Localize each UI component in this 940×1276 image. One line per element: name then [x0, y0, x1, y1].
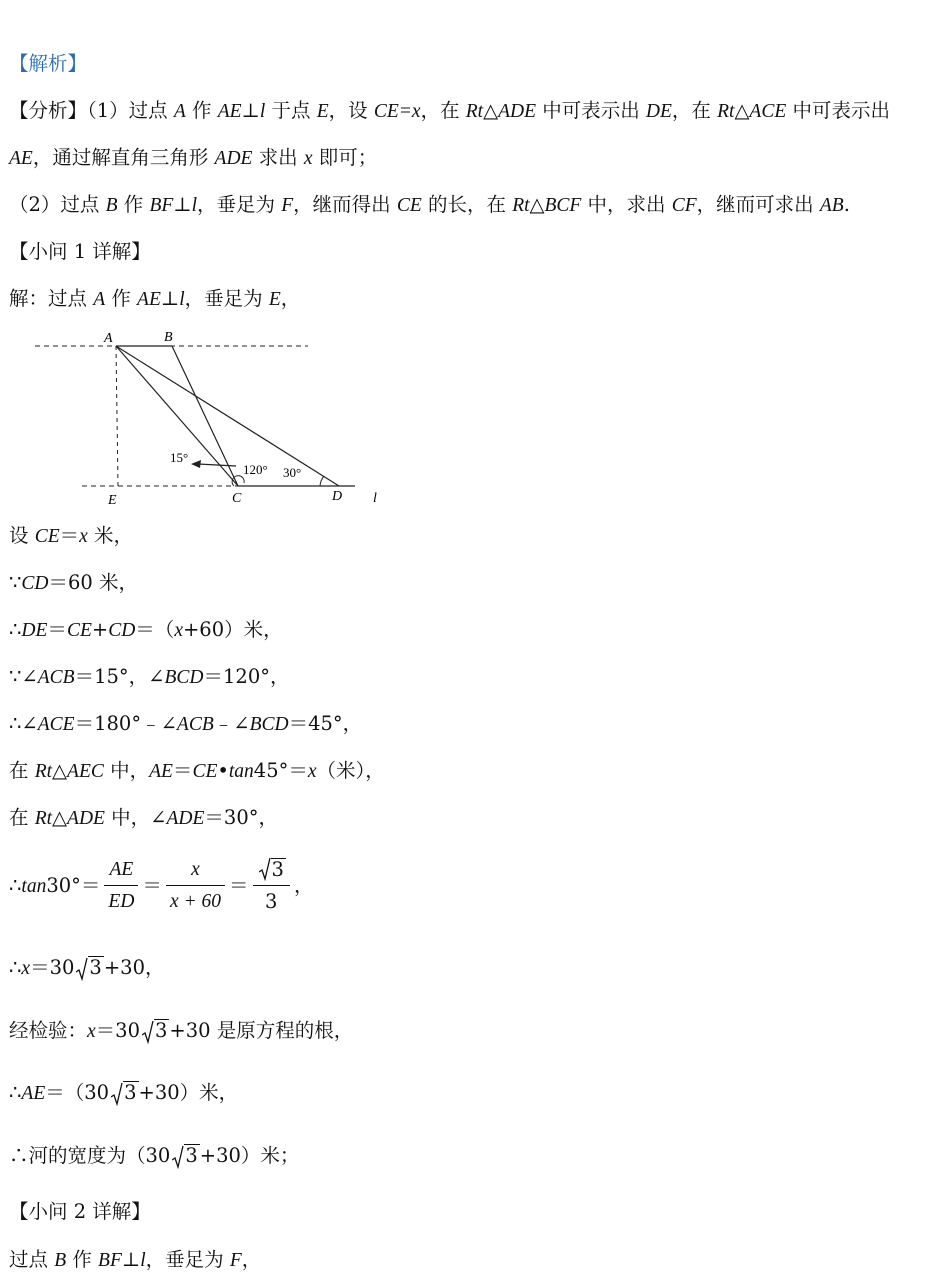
- step-river-width: ∴河的宽度为（30 3 +30）米；: [9, 1144, 300, 1167]
- sqrt-symbol: 3: [142, 1018, 169, 1044]
- fraction-sqrt3-3: $\frac{3}{3}$: [253, 855, 290, 918]
- section-title: 【解析】: [9, 52, 88, 75]
- step-ade: 在 Rt△ADE 中，∠ADE＝30°，: [9, 806, 278, 829]
- step-set-ce: 设 CE＝x 米，: [9, 524, 133, 547]
- step-x-value: ∴x＝30 3 +30，: [9, 956, 165, 979]
- step-angles: ∵∠ACB＝15°，∠BCD＝120°，: [9, 665, 290, 688]
- step-ae-value: ∴AE＝（30 3 +30）米，: [9, 1081, 239, 1104]
- fraction-x-x60: $\frac{x}{x + 60}$: [166, 855, 225, 918]
- direction-arrow: [198, 464, 236, 466]
- step-cd: ∵CD＝60 米，: [9, 571, 139, 594]
- step-de: ∴DE＝CE+CD＝（x+60）米，: [9, 618, 283, 641]
- sqrt-symbol: 3: [172, 1143, 199, 1169]
- angle-arc-D: [320, 476, 324, 486]
- geometry-figure: [0, 320, 400, 515]
- q2-intro: 过点 B 作 BF⊥l，垂足为 F，: [9, 1248, 262, 1271]
- analysis-label: 【分析】: [9, 99, 88, 122]
- label-l: l: [373, 491, 377, 506]
- q1-intro: 解：过点 A 作 AE⊥l，垂足为 E，: [9, 287, 301, 310]
- perpendicular-AE: [116, 346, 118, 486]
- sqrt-symbol: 3: [111, 1080, 138, 1106]
- analysis-line-3: （2）过点 B 作 BF⊥l，垂足为 F，继而得出 CE 的长，在 Rt△BCF 中，求出 CF，继而可求出 AB.: [9, 193, 850, 216]
- sqrt-symbol: 3: [259, 855, 286, 885]
- label-B: B: [164, 330, 173, 345]
- step-check: 经检验：x＝30 3 +30 是原方程的根，: [9, 1019, 354, 1042]
- step-ace: ∴∠ACE＝180°﹣∠ACB﹣∠BCD＝45°，: [9, 712, 363, 735]
- angle-15: 15°: [170, 450, 189, 465]
- q2-heading: 【小问 2 详解】: [9, 1200, 151, 1223]
- label-A: A: [104, 331, 113, 346]
- step-tan-equation: ∴tan30°＝ $\frac{AE}{ED}$ ＝ $\frac{x}{x + 60}$ ＝ $\frac{3}{3}$ ，: [9, 855, 313, 918]
- analysis-line-1: 【分析】（1）过点 A 作 AE⊥l 于点 E，设 CE=x，在 Rt△ADE 中可表示出 DE，在 Rt△ACE 中可表示出: [9, 99, 890, 122]
- q1-heading: 【小问 1 详解】: [9, 240, 151, 263]
- angle-30: 30°: [283, 465, 302, 480]
- label-C: C: [232, 491, 242, 506]
- arrow-head: [191, 460, 201, 468]
- label-D: D: [332, 489, 343, 504]
- analysis-line-2: AE，通过解直角三角形 ADE 求出 x 即可；: [9, 146, 378, 169]
- fraction-ae-ed: $\frac{AE}{ED}$: [104, 855, 138, 918]
- step-aec: 在 Rt△AEC 中，AE＝CE•tan45°＝x（米），: [9, 759, 385, 782]
- label-E: E: [108, 493, 117, 508]
- angle-120: 120°: [243, 462, 268, 477]
- sqrt-symbol: 3: [76, 955, 103, 981]
